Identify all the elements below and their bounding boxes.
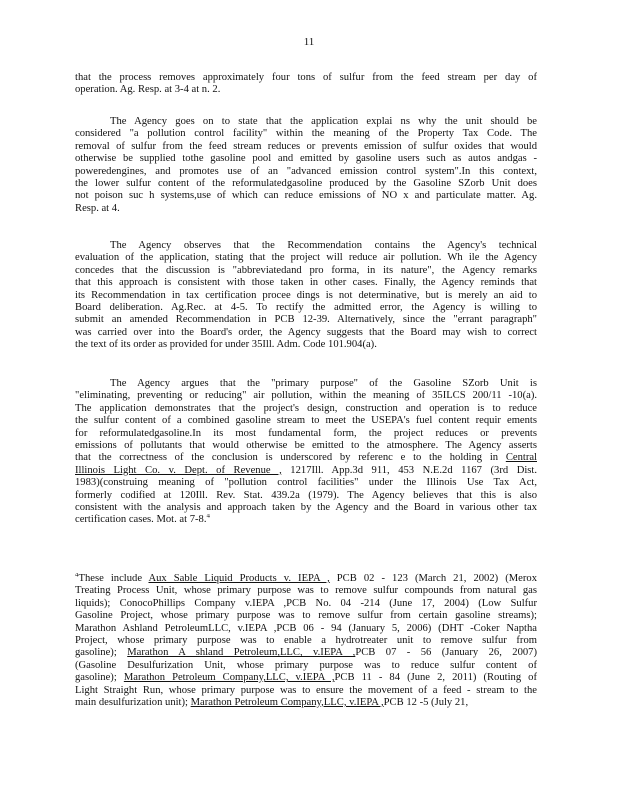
footnote-number: 4 [75, 573, 79, 579]
footnote-line [75, 660, 537, 672]
text-run: PCB 12 -5 (July 21, [383, 696, 469, 708]
case-citation: Marathon Petroleum Company,LLC, v.IEPA , [123, 672, 335, 684]
paragraph-continuation [75, 72, 537, 97]
text-line [75, 378, 537, 390]
text-line: the text of its order as provided for under 35Ill. Adm. Code 101.904(a). [75, 339, 377, 351]
text-run: emissions of pollutants that would otherwise be emitted to the atmosphere. The Agency asserts [75, 439, 537, 451]
text-run: certification cases. Mot. at 7-8. [75, 514, 207, 526]
text-line: Board deliberation. Ag.Rec. at 4-5. To rectify the admitted error, the Agency is willing to [75, 301, 537, 313]
text-run: Treating Process Unit, whose primary purpose was to remove sulfur compounds from natural gas [75, 585, 537, 597]
text-line: submit an amended Recommendation in PCB 12-39. Alternatively, since the "errant paragraph" [75, 314, 537, 326]
text-line: that the process removes approximately four tons of sulfur from the feed stream per day of [75, 72, 537, 83]
text-line: its Recommendation in tax certification procee dings is not determinative, but is merely an aid to [75, 289, 537, 301]
text-line: was carried over into the Board's order, the Agency suggests that the Board may wish to correct [75, 326, 537, 338]
paragraph-agency-observes [75, 240, 537, 352]
text-run: PCB 11 - 84 (June 2, 2011) (Routing of [334, 672, 537, 684]
case-citation: Marathon Petroleum Company,LLC, v.IEPA , [190, 696, 384, 708]
page-number: 11 [303, 36, 315, 48]
footnote-line [75, 610, 537, 622]
footnote-line [75, 672, 537, 684]
paragraph-agency-states [75, 116, 537, 215]
text-run: PCB 02 - 123 (March 21, 2002) (Merox [329, 573, 537, 584]
text-run: These include [78, 573, 149, 584]
text-line [75, 490, 537, 502]
text-run: that the correctness of the conclusion is underscored by referenc e to the holding in [75, 452, 506, 464]
text-line [75, 465, 537, 477]
paragraph-agency-argues [75, 378, 537, 527]
footnote-line [75, 573, 537, 585]
text-line: The Agency goes on to state that the application explai ns why the unit should be [110, 116, 537, 127]
footnote-line [75, 697, 537, 709]
text-line: otherwise be supplied tothe gasoline pool and emitted by gasoline users such as autos andgas - [75, 153, 537, 165]
text-line [75, 502, 537, 514]
text-line: Resp. at 4. [75, 202, 120, 214]
case-citation: Aux Sable Liquid Products v. IEPA , [148, 573, 330, 584]
text-line: not poison suc h systems,use of which can reduce emissions of NO x and particulate matter. Ag. [75, 190, 537, 202]
footnote-line [75, 635, 537, 647]
text-line: poweredengines, and promotes use of an "advanced emission control system".In this context, [75, 165, 537, 177]
text-run: gasoline); [75, 647, 128, 659]
footnote-marker: 4 [206, 514, 210, 520]
case-citation: Marathon A shland Petroleum,LLC, v.IEPA , [127, 647, 356, 659]
text-run: consistent with the analysis and approach taken by the Agency and the Board in various other tax [75, 501, 537, 513]
text-run: gasoline); [75, 672, 124, 684]
footnote-line [75, 623, 537, 635]
text-run: Project, whose primary purpose was to enable a hydrotreater unit to remove sulfur from [75, 634, 537, 646]
text-run: Gasoline Project, whose primary purpose was to remove sulfur from certain gasoline streams); [75, 610, 537, 622]
text-run: 1217Ill. App.3d 911, 453 N.E.2d 1167 (3rd Dist. [281, 464, 537, 476]
text-line [75, 390, 537, 402]
text-line [75, 403, 537, 415]
text-run: Marathon Ashland PetroleumLLC, v.IEPA ,PCB 06 - 94 (January 5, 2006) (DHT -Coker Naptha [75, 622, 537, 634]
text-run: PCB 07 - 56 (January 26, 2007) [355, 647, 537, 659]
footnote-line [75, 685, 537, 697]
text-line [75, 452, 537, 464]
text-run: 1983)(construing meaning of "pollution control facilities" under the Illinois Use Tax Act, [75, 477, 537, 489]
text-run: the sulfur content of a combined gasoline stream to meet the USEPA's fuel content requir ements [75, 415, 537, 427]
text-line: The Agency observes that the Recommendation contains the Agency's technical [110, 240, 537, 251]
text-run: "eliminating, preventing or reducing" air pollution, within the meaning of 35ILCS 200/11 -10(a). [75, 390, 537, 402]
text-line [75, 440, 537, 452]
text-line: concedes that the discussion is "abbreviatedand pro forma, in its nature", the Agency remarks [75, 264, 537, 276]
footnote-line [75, 598, 537, 610]
case-citation: Central [505, 452, 537, 464]
text-run: for reformulatedgasoline.In its most fundamental form, the project reduces or prevents [75, 427, 537, 439]
text-line: that this approach is consistent with those taken in other cases. Finally, the Agency reminds that [75, 277, 537, 289]
footnote-line [75, 647, 537, 659]
text-run: The application demonstrates that the project's design, construction and operation is to reduce [75, 402, 537, 414]
text-line: operation. Ag. Resp. at 3-4 at n. 2. [75, 84, 221, 96]
text-run: formerly codified at 120Ill. Rev. Stat. 439.2a (1979). The Agency believes that this is also [75, 489, 537, 501]
footnote [75, 573, 537, 709]
text-run: (Gasoline Desulfurization Unit, whose primary purpose was to reduce sulfur content of [75, 659, 537, 671]
text-line: the lower sulfur content of the reformulatedgasoline produced by the Gasoline SZorb Unit does [75, 177, 537, 189]
text-line [75, 428, 537, 440]
footnote-line [75, 585, 537, 597]
text-line [75, 477, 537, 489]
text-line: considered "a pollution control facility" within the meaning of the Property Tax Code. The [75, 128, 537, 140]
text-line [75, 415, 537, 427]
text-line: evaluation of the application, stating that the project will reduce air pollution. Wh ile the Agency [75, 252, 537, 264]
case-citation: Illinois Light Co. v. Dept. of Revenue , [75, 464, 282, 476]
text-line: removal of sulfur from the feed stream reduces or prevents emission of sulfur oxides that would [75, 140, 537, 152]
text-run: Light Straight Run, whose primary purpose was to ensure the movement of a feed - stream to the [75, 684, 537, 696]
text-run: The Agency argues that the "primary purpose" of the Gasoline SZorb Unit is [110, 378, 537, 389]
text-run: main desulfurization unit); [75, 696, 191, 708]
text-run: liquids); ConocoPhillips Company v.IEPA ,PCB No. 04 -214 (June 17, 2004) (Low Sulfur [75, 597, 537, 609]
text-line [75, 514, 537, 526]
